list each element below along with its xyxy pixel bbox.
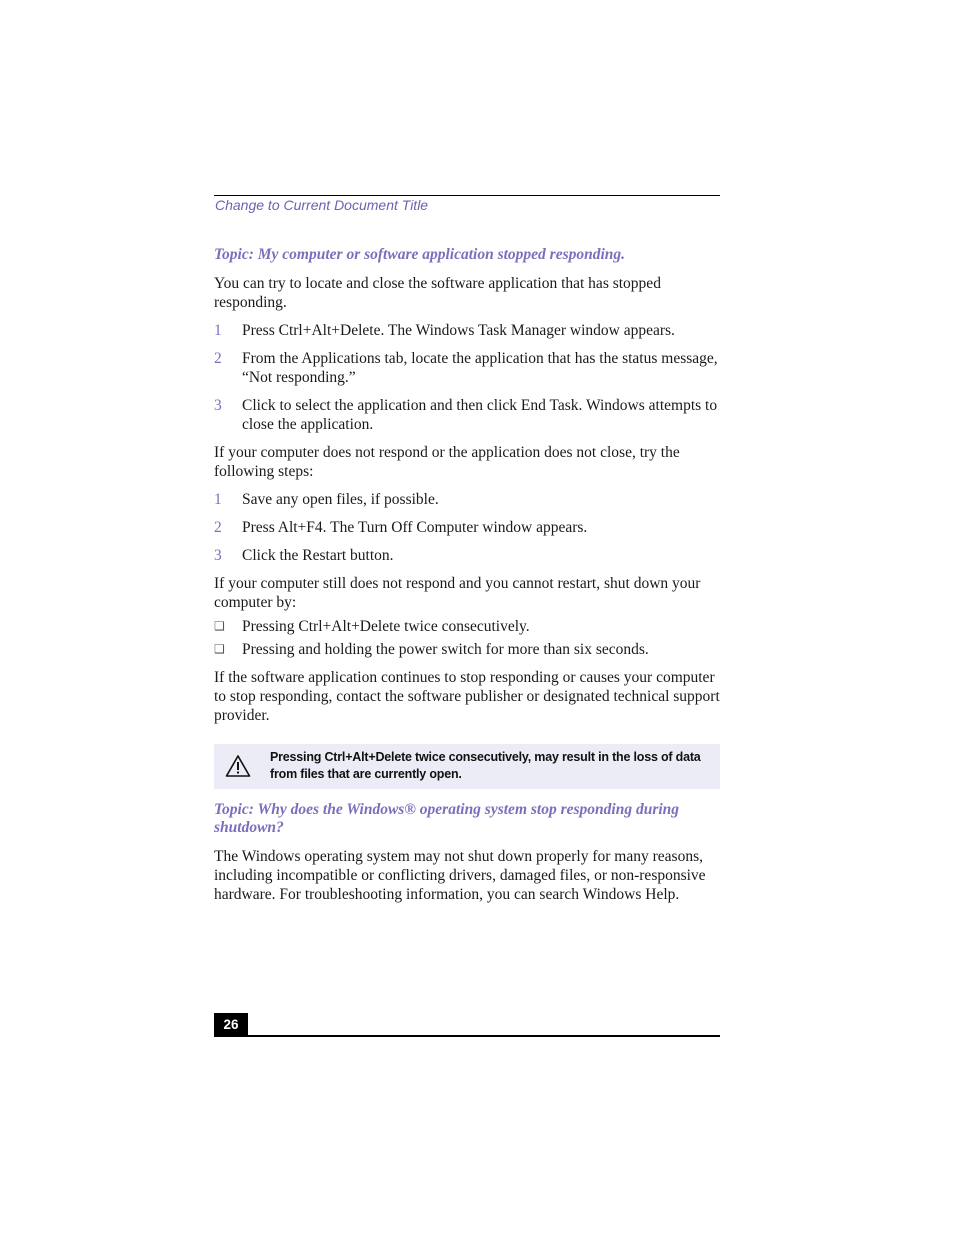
bullet-item <box>214 640 720 659</box>
step-item <box>214 349 720 387</box>
main-content <box>214 246 720 904</box>
closing-paragraph: If the software application continues to stop responding or causes your computer to stop responding, contact the software publisher or designated technical support provider. <box>214 669 720 724</box>
page-number: 26 <box>214 1013 248 1036</box>
document-page <box>214 0 720 1235</box>
header-rule <box>214 195 720 196</box>
followup-paragraph: If your computer does not respond or the application does not close, try the following steps: <box>214 444 680 480</box>
warning-triangle-icon <box>225 754 251 778</box>
checkbox-bullet-icon: ❑ <box>214 619 225 633</box>
bullet-item <box>214 617 720 636</box>
step-text: Save any open files, if possible. <box>242 491 439 508</box>
step-number: 1 <box>214 491 222 508</box>
step-text: Press Ctrl+Alt+Delete. The Windows Task Manager window appears. <box>242 322 675 339</box>
step-item <box>214 321 720 340</box>
bullet-list <box>214 617 720 659</box>
caution-text: Pressing Ctrl+Alt+Delete twice consecutively, may result in the loss of data from files that are currently open. <box>270 750 701 781</box>
step-text: Click the Restart button. <box>242 547 394 564</box>
step-number: 3 <box>214 397 222 414</box>
step-number: 3 <box>214 547 222 564</box>
step-text: Press Alt+F4. The Turn Off Computer window appears. <box>242 519 588 536</box>
step-item <box>214 490 720 509</box>
bullet-text: Pressing and holding the power switch for more than six seconds. <box>242 641 649 658</box>
steps-list-1 <box>214 321 720 434</box>
topic-heading-2: Topic: Why does the Windows® operating system stop responding during shutdown? <box>214 801 680 836</box>
checkbox-bullet-icon: ❑ <box>214 642 225 656</box>
step-item <box>214 396 720 434</box>
shutdown-intro-paragraph: If your computer still does not respond and you cannot restart, shut down your computer by: <box>214 575 701 611</box>
step-text: Click to select the application and then click End Task. Windows attempts to close the application. <box>242 397 718 433</box>
topic-heading-1: Topic: My computer or software application stopped responding. <box>214 246 626 263</box>
caution-box <box>214 744 720 789</box>
step-text: From the Applications tab, locate the application that has the status message, “Not responding.” <box>242 350 718 386</box>
steps-list-2 <box>214 490 720 565</box>
shutdown-body-paragraph: The Windows operating system may not shut down properly for many reasons, including incompatible or conflicting drivers, damaged files, or non-responsive hardware. For troubleshooting information, you can search Windows Help. <box>214 848 706 903</box>
step-number: 1 <box>214 322 222 339</box>
footer-rule <box>214 1035 720 1037</box>
running-title: Change to Current Document Title <box>215 197 429 213</box>
intro-paragraph: You can try to locate and close the software application that has stopped responding. <box>214 275 661 311</box>
step-number: 2 <box>214 519 222 536</box>
step-item <box>214 546 720 565</box>
step-item <box>214 518 720 537</box>
bullet-text: Pressing Ctrl+Alt+Delete twice consecutively. <box>242 618 530 635</box>
step-number: 2 <box>214 350 222 367</box>
